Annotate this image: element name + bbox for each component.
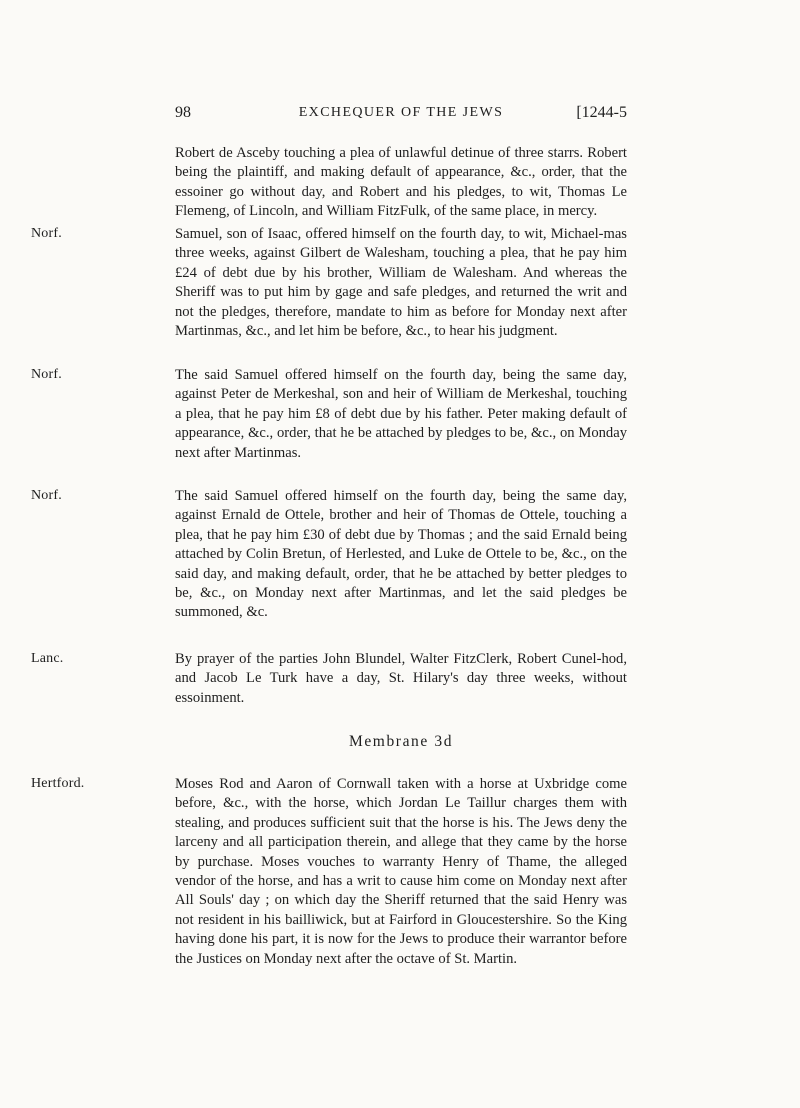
entry-4-margin-county: Norf. — [31, 488, 62, 503]
entry-2-margin-county: Norf. — [31, 226, 62, 241]
membrane-heading: Membrane 3d — [348, 733, 454, 750]
entry-1-text: Robert de Asceby touching a plea of unlawful detinue of three starrs. Robert being the plaintiff, and making default of appearance, &c., order, that the essoiner go without day, and Robert and his pledges, to wit, Thomas Le Flemeng, of Lincoln, and William FitzFulk, of the same place, in mercy. — [175, 145, 627, 220]
entry-5-text: By prayer of the parties John Blundel, Walter FitzClerk, Robert Cunel-hod, and Jacob Le Turk have a day, St. Hilary's day three weeks, without essoinment. — [175, 651, 627, 706]
entry-3-text: The said Samuel offered himself on the fourth day, being the same day, against Peter de Merkeshal, son and heir of William de Merkeshal, touching a plea, that he pay him £8 of debt due by his father. Peter making default of appearance, &c., order, that he be attached by pledges to be, &c., on Monday next after Martinmas. — [175, 367, 627, 461]
header-title: EXCHEQUER OF THE JEWS — [298, 105, 504, 120]
header-year: [1244-5 — [576, 104, 627, 121]
entry-4-text: The said Samuel offered himself on the fourth day, being the same day, against Ernald de Ottele, brother and heir of Thomas de Ottele, touching a plea, that he pay him £30 of debt due by Thomas ; and the said Ernald being attached by Colin Bretun, of Herlested, and Luke de Ottele to be, &c., on the said day, and making default, order, that he be attached by better pledges to be, &c., on Monday next after Martinmas, and let the said pledges be summoned, &c. — [175, 488, 627, 621]
page-number: 98 — [175, 104, 191, 121]
entry-6-margin-county: Hertford. — [31, 776, 85, 791]
entry-2-text: Samuel, son of Isaac, offered himself on the fourth day, to wit, Michael-mas three weeks, against Gilbert de Walesham, touching a plea, that he pay him £24 of debt due by his brother, William de Walesham. And whereas the Sheriff was to put him by gage and safe pledges, and returned the writ and not the pledges, therefore, mandate to him as before for Monday next after Martinmas, &c., and let him be before, &c., to hear his judgment. — [175, 226, 627, 340]
entry-6-text: Moses Rod and Aaron of Cornwall taken with a horse at Uxbridge come before, &c., with the horse, which Jordan Le Taillur charges them with stealing, and produces sufficient suit that the horse is his. The Jews deny the larceny and all participation therein, and allege that they came by the horse by purchase. Moses vouches to warranty Henry of Thame, the alleged vendor of the horse, and has a writ to cause him come on Monday next after All Souls' day ; on which day the Sheriff returned that the said Henry was not resident in his bailliwick, but at Fairford in Gloucestershire. So the King having done his part, it is now for the Jews to produce their warrantor before the Justices on Monday next after the octave of St. Martin. — [175, 776, 627, 967]
running-header — [175, 104, 627, 128]
entry-3-margin-county: Norf. — [31, 367, 62, 382]
entry-5-margin-county: Lanc. — [31, 651, 64, 666]
